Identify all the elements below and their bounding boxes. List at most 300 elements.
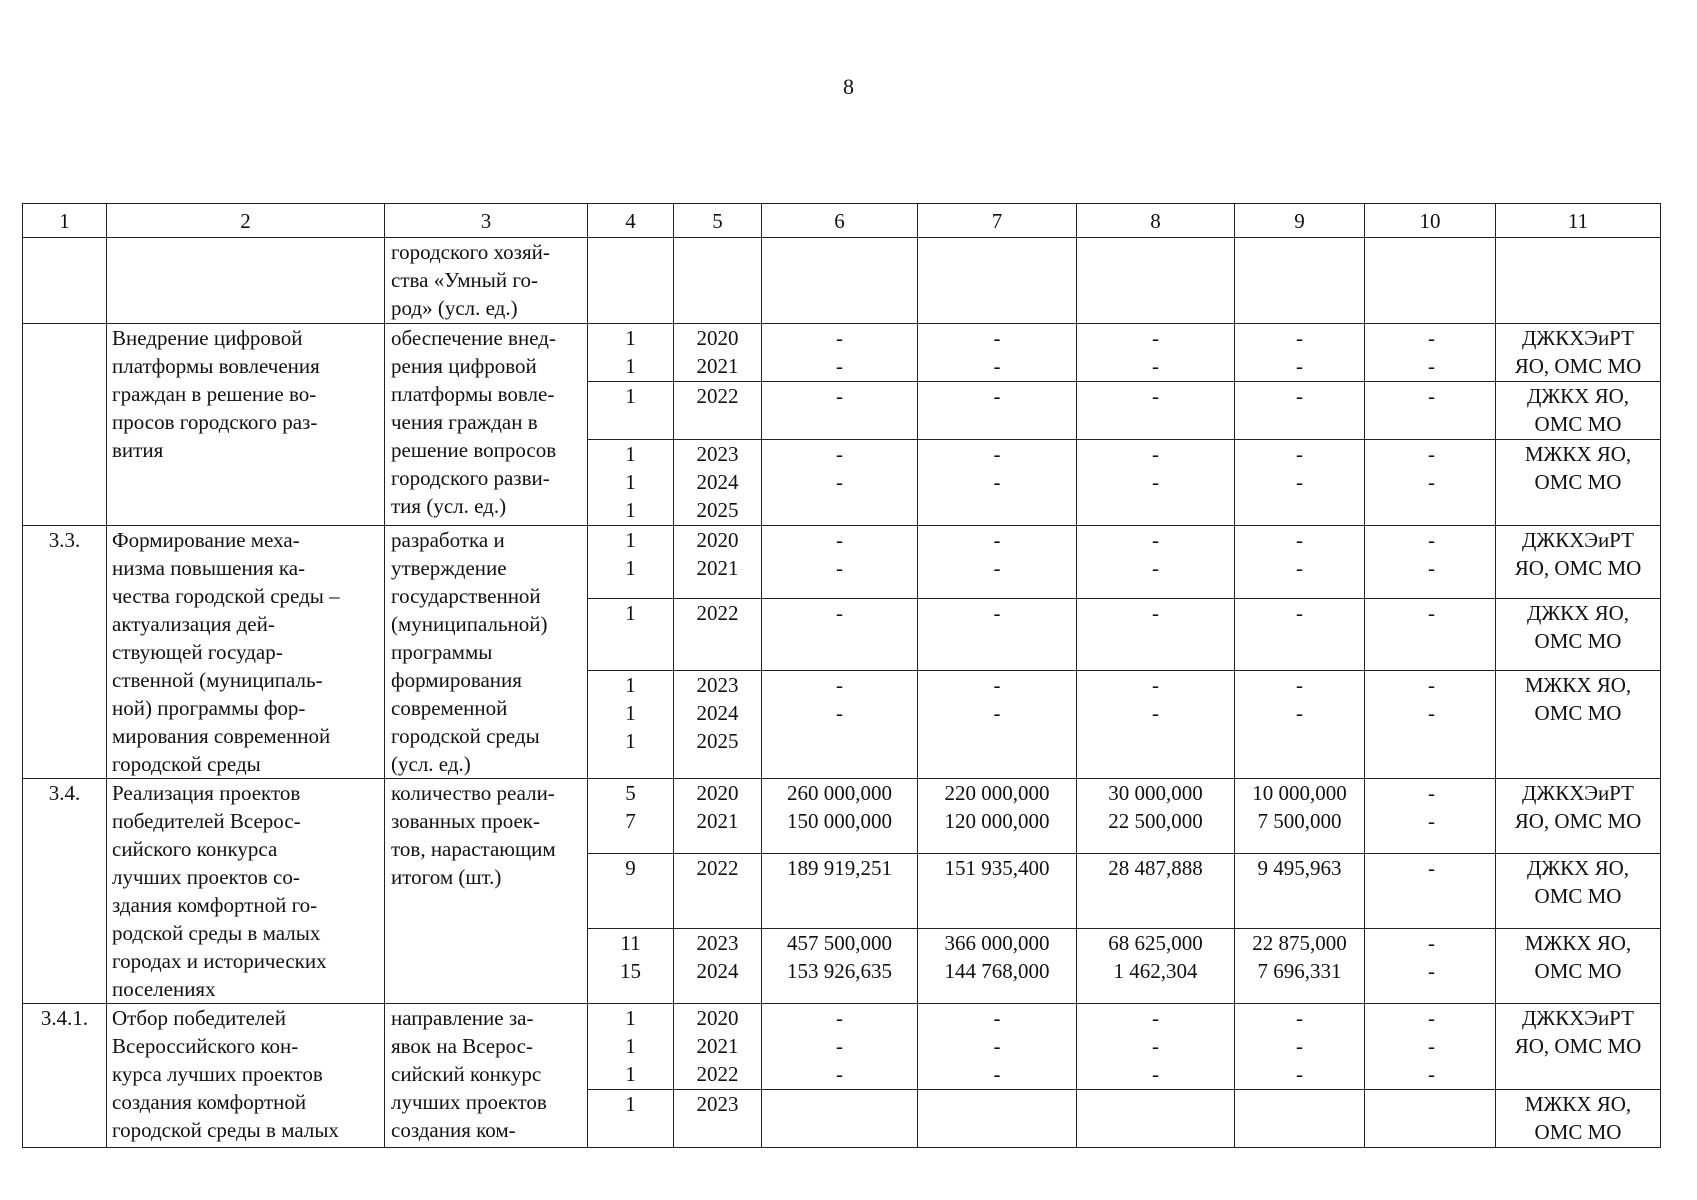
indicator-name-line: зованных проек- xyxy=(391,809,540,833)
regional-funding-line: - xyxy=(1152,528,1159,552)
indicator-value-line: 1 xyxy=(625,354,636,378)
executor xyxy=(1496,929,1661,1004)
local-funding-line: - xyxy=(1296,1034,1303,1058)
federal-funding xyxy=(918,671,1077,779)
local-funding-line: - xyxy=(1296,528,1303,552)
regional-funding-line: - xyxy=(1152,1006,1159,1030)
federal-funding-line: - xyxy=(993,470,1001,494)
federal-funding xyxy=(918,1004,1077,1090)
year xyxy=(674,779,762,854)
other-funding-line: - xyxy=(1428,600,1435,625)
indicator-value xyxy=(588,324,674,382)
indicator-value-line: 1 xyxy=(625,1034,636,1058)
total-funding-line: - xyxy=(836,701,843,726)
year-line: 2023 xyxy=(696,673,739,698)
federal-funding-line: - xyxy=(993,354,1001,378)
executor-line: ДЖКХЭиРТ xyxy=(1522,1006,1634,1030)
local-funding xyxy=(1235,324,1365,382)
local-funding-line: - xyxy=(1296,1006,1303,1030)
other-funding-line: - xyxy=(1428,781,1435,805)
federal-funding-line: 120 000,000 xyxy=(944,809,1050,833)
activity-name-line: низма повышения ка- xyxy=(112,556,306,580)
regional-funding-line: - xyxy=(1152,600,1159,625)
activity-name-line: Реализация проектов xyxy=(112,781,301,805)
other-funding-line: - xyxy=(1428,856,1435,880)
total-funding-line: - xyxy=(836,1006,843,1030)
total-funding xyxy=(762,779,918,854)
total-funding-line: - xyxy=(836,354,843,378)
empty-cell xyxy=(1496,238,1661,324)
column-header: 6 xyxy=(762,204,918,238)
regional-funding-line: - xyxy=(1152,1034,1159,1058)
local-funding xyxy=(1235,526,1365,599)
indicator-value-line: 11 xyxy=(620,931,641,955)
column-header: 5 xyxy=(674,204,762,238)
federal-funding-line: 151 935,400 xyxy=(944,856,1050,880)
indicator-value-line: 1 xyxy=(625,470,636,494)
total-funding-line: - xyxy=(836,673,843,698)
other-funding xyxy=(1365,324,1496,382)
regional-funding-line: - xyxy=(1152,701,1159,726)
item-number: 3.4.1. xyxy=(23,1004,107,1148)
executor xyxy=(1496,382,1661,440)
local-funding-line: 10 000,000 xyxy=(1252,781,1347,805)
total-funding xyxy=(762,526,918,599)
other-funding-line: - xyxy=(1428,326,1435,350)
column-header: 1 xyxy=(23,204,107,238)
executor-line: ДЖКХЭиРТ xyxy=(1522,326,1634,350)
other-funding-line: - xyxy=(1428,384,1435,408)
indicator-value xyxy=(588,1004,674,1090)
year-line: 2023 xyxy=(696,931,739,955)
empty-cell xyxy=(1365,238,1496,324)
year xyxy=(674,671,762,779)
executor-line: ЯО, ОМС МО xyxy=(1514,1034,1642,1058)
regional-funding-line: - xyxy=(1152,470,1159,494)
indicator-name-line: (усл. ед.) xyxy=(391,752,471,776)
local-funding xyxy=(1235,779,1365,854)
federal-funding xyxy=(918,854,1077,929)
total-funding xyxy=(762,324,918,382)
executor-line: ОМС МО xyxy=(1534,470,1622,494)
indicator-name-line: тов, нарастающим xyxy=(391,837,556,861)
indicator-name xyxy=(385,1004,588,1148)
executor-line: ЯО, ОМС МО xyxy=(1514,354,1642,378)
other-funding xyxy=(1365,598,1496,671)
year-line: 2025 xyxy=(696,729,739,754)
total-funding xyxy=(762,598,918,671)
column-header: 7 xyxy=(918,204,1077,238)
regional-funding-line: 22 500,000 xyxy=(1108,809,1203,833)
local-funding-line: - xyxy=(1296,600,1303,625)
year-line: 2023 xyxy=(696,442,739,466)
total-funding xyxy=(762,440,918,526)
activity-name-line: Всероссийского кон- xyxy=(112,1034,299,1058)
indicator-value-line: 1 xyxy=(625,556,636,580)
other-funding xyxy=(1365,440,1496,526)
year-line: 2022 xyxy=(696,856,739,880)
local-funding-line: 9 495,963 xyxy=(1257,856,1342,880)
executor xyxy=(1496,671,1661,779)
executor-line: МЖКХ ЯО, xyxy=(1524,1092,1632,1116)
federal-funding xyxy=(918,779,1077,854)
executor-line: МЖКХ ЯО, xyxy=(1524,931,1632,955)
other-funding-line: - xyxy=(1428,442,1435,466)
table-row xyxy=(23,1004,1661,1090)
activity-name-line: Отбор победителей xyxy=(112,1006,286,1030)
local-funding-line: - xyxy=(1296,384,1303,408)
federal-funding xyxy=(918,526,1077,599)
activity-name-line: победителей Всерос- xyxy=(112,809,301,833)
indicator-name xyxy=(385,324,588,526)
local-funding xyxy=(1235,440,1365,526)
executor-line: ОМС МО xyxy=(1534,628,1622,653)
indicator-value-line: 1 xyxy=(625,326,636,350)
table-row xyxy=(23,238,1661,324)
executor xyxy=(1496,1090,1661,1148)
executor xyxy=(1496,526,1661,599)
federal-funding-line: - xyxy=(993,556,1001,580)
local-funding-line: - xyxy=(1296,326,1303,350)
indicator-name-line: программы xyxy=(391,640,493,664)
year-line: 2020 xyxy=(696,326,739,350)
executor-line: ОМС МО xyxy=(1534,1120,1622,1144)
executor-line: ЯО, ОМС МО xyxy=(1514,809,1642,833)
empty-cell xyxy=(1235,238,1365,324)
year-line: 2021 xyxy=(696,1034,739,1058)
total-funding-line: 260 000,000 xyxy=(787,781,892,805)
total-funding-line: - xyxy=(836,384,843,408)
total-funding xyxy=(762,854,918,929)
regional-funding xyxy=(1077,1090,1235,1148)
activity-name-line: платформы вовлечения xyxy=(112,354,320,378)
local-funding-line: - xyxy=(1296,442,1303,466)
other-funding-line: - xyxy=(1428,1006,1435,1030)
empty-cell xyxy=(1077,238,1235,324)
local-funding xyxy=(1235,929,1365,1004)
indicator-value xyxy=(588,1090,674,1148)
total-funding-line: - xyxy=(836,556,843,580)
activity-name-line: актуализация дей- xyxy=(112,612,275,636)
indicator-value xyxy=(588,382,674,440)
executor-line: ЯО, ОМС МО xyxy=(1514,556,1642,580)
indicator-name-line: городского хозяй- xyxy=(391,240,550,264)
activity-name-line: граждан в решение во- xyxy=(112,382,317,406)
activity-name-line: поселениях xyxy=(112,977,216,1001)
empty-cell xyxy=(762,238,918,324)
other-funding xyxy=(1365,1090,1496,1148)
regional-funding xyxy=(1077,779,1235,854)
year-line: 2025 xyxy=(696,498,739,522)
activity-name-line: здания комфортной го- xyxy=(112,893,318,917)
year-line: 2022 xyxy=(696,600,739,625)
activity-name xyxy=(107,1004,385,1148)
indicator-name-line: обеспечение внед- xyxy=(391,326,556,350)
column-header: 2 xyxy=(107,204,385,238)
indicator-name-line: направление за- xyxy=(391,1006,534,1030)
activity-name-line: вития xyxy=(112,438,164,462)
federal-funding-line: - xyxy=(993,326,1001,350)
local-funding-line: - xyxy=(1296,701,1303,726)
other-funding xyxy=(1365,1004,1496,1090)
activity-name-line: ствующей государ- xyxy=(112,640,283,664)
indicator-value-line: 1 xyxy=(625,600,636,625)
table-row xyxy=(23,526,1661,599)
indicator-name-line: итогом (шт.) xyxy=(391,865,502,889)
total-funding-line: - xyxy=(836,600,843,625)
activity-name-line: мирования современной xyxy=(112,724,331,748)
local-funding xyxy=(1235,598,1365,671)
regional-funding-line: 30 000,000 xyxy=(1108,781,1203,805)
federal-funding-line: - xyxy=(993,673,1001,698)
activity-name-line: родской среды в малых xyxy=(112,921,321,945)
executor-line: МЖКХ ЯО, xyxy=(1524,673,1632,698)
year-line: 2024 xyxy=(696,470,739,494)
empty-cell xyxy=(674,238,762,324)
executor-line: МЖКХ ЯО, xyxy=(1524,442,1632,466)
federal-funding-line: - xyxy=(993,384,1001,408)
federal-funding xyxy=(918,382,1077,440)
year-line: 2021 xyxy=(696,809,739,833)
local-funding-line: - xyxy=(1296,673,1303,698)
federal-funding xyxy=(918,929,1077,1004)
column-header: 10 xyxy=(1365,204,1496,238)
indicator-value-line: 9 xyxy=(625,856,636,880)
other-funding xyxy=(1365,779,1496,854)
item-number xyxy=(23,324,107,526)
activity-name-line: создания комфортной xyxy=(112,1090,307,1114)
year xyxy=(674,1090,762,1148)
executor-line: ОМС МО xyxy=(1534,959,1622,983)
indicator-value-line: 1 xyxy=(625,1006,636,1030)
regional-funding xyxy=(1077,598,1235,671)
indicator-value xyxy=(588,929,674,1004)
other-funding-line: - xyxy=(1428,959,1435,983)
column-header: 4 xyxy=(588,204,674,238)
indicator-name-line: (муниципальной) xyxy=(391,612,548,636)
regional-funding-line: - xyxy=(1152,556,1159,580)
federal-funding-line: - xyxy=(993,1006,1001,1030)
other-funding xyxy=(1365,671,1496,779)
table-row xyxy=(23,779,1661,854)
indicator-value-line: 1 xyxy=(625,528,636,552)
regional-funding-line: 28 487,888 xyxy=(1108,856,1203,880)
other-funding xyxy=(1365,382,1496,440)
empty-cell xyxy=(918,238,1077,324)
year-line: 2023 xyxy=(696,1092,739,1116)
federal-funding-line: - xyxy=(993,701,1001,726)
total-funding-line: - xyxy=(836,326,843,350)
regional-funding-line: - xyxy=(1152,326,1159,350)
regional-funding xyxy=(1077,671,1235,779)
activity-name-line: лучших проектов со- xyxy=(112,865,300,889)
activity-name-line: курса лучших проектов xyxy=(112,1062,323,1086)
indicator-name-line: городской среды xyxy=(391,724,540,748)
total-funding-line: 153 926,635 xyxy=(787,959,892,983)
local-funding-line: 7 696,331 xyxy=(1257,959,1342,983)
year xyxy=(674,1004,762,1090)
total-funding-line: - xyxy=(836,1034,843,1058)
empty-cell xyxy=(588,238,674,324)
regional-funding xyxy=(1077,1004,1235,1090)
other-funding-line: - xyxy=(1428,1034,1435,1058)
activity-name-line: чества городской среды – xyxy=(112,584,340,608)
indicator-value-line: 1 xyxy=(625,384,636,408)
other-funding-line: - xyxy=(1428,556,1435,580)
local-funding xyxy=(1235,854,1365,929)
activity-name-line: городской среды xyxy=(112,752,261,776)
year-line: 2022 xyxy=(696,1062,739,1086)
other-funding xyxy=(1365,929,1496,1004)
total-funding-line: - xyxy=(836,470,843,494)
indicator-name-line: разработка и xyxy=(391,528,505,552)
indicator-value xyxy=(588,526,674,599)
other-funding-line: - xyxy=(1428,470,1435,494)
column-header: 8 xyxy=(1077,204,1235,238)
activity-name-line: просов городского раз- xyxy=(112,410,318,434)
indicator-value-line: 1 xyxy=(625,1092,636,1116)
regional-funding-line: - xyxy=(1152,1062,1159,1086)
year xyxy=(674,324,762,382)
indicator-value-line: 15 xyxy=(620,959,641,983)
executor-line: ОМС МО xyxy=(1534,884,1622,908)
federal-funding xyxy=(918,598,1077,671)
page-number: 8 xyxy=(843,74,854,99)
header-row xyxy=(23,204,1661,238)
federal-funding xyxy=(918,440,1077,526)
executor xyxy=(1496,440,1661,526)
regional-funding xyxy=(1077,854,1235,929)
regional-funding-line: - xyxy=(1152,384,1159,408)
executor-line: ДЖКХ ЯО, xyxy=(1527,856,1629,880)
indicator-value-line: 1 xyxy=(625,729,636,754)
total-funding-line: 457 500,000 xyxy=(787,931,892,955)
empty-cell xyxy=(23,238,107,324)
regional-funding xyxy=(1077,526,1235,599)
activity-name xyxy=(107,526,385,779)
indicator-value-line: 7 xyxy=(625,809,636,833)
total-funding-line: 189 919,251 xyxy=(787,856,892,880)
indicator-name-line: явок на Всерос- xyxy=(391,1034,533,1058)
year xyxy=(674,854,762,929)
year-line: 2021 xyxy=(696,556,739,580)
other-funding xyxy=(1365,854,1496,929)
year-line: 2020 xyxy=(696,528,739,552)
activity-name-line: ной) программы фор- xyxy=(112,696,306,720)
total-funding-line: - xyxy=(836,528,843,552)
other-funding-line: - xyxy=(1428,354,1435,378)
executor-line: ДЖКХЭиРТ xyxy=(1522,781,1634,805)
federal-funding-line: 144 768,000 xyxy=(944,959,1050,983)
indicator-name-line: сийский конкурс xyxy=(391,1062,542,1086)
item-number: 3.3. xyxy=(23,526,107,779)
regional-funding-line: 1 462,304 xyxy=(1113,959,1198,983)
total-funding-line: - xyxy=(836,442,843,466)
item-number: 3.4. xyxy=(23,779,107,1004)
total-funding-line: 150 000,000 xyxy=(787,809,892,833)
indicator-value xyxy=(588,779,674,854)
empty-cell xyxy=(107,238,385,324)
indicator-value xyxy=(588,854,674,929)
executor xyxy=(1496,779,1661,854)
federal-funding-line: - xyxy=(993,528,1001,552)
indicator-name-line: решение вопросов xyxy=(391,438,557,462)
column-header: 9 xyxy=(1235,204,1365,238)
executor xyxy=(1496,1004,1661,1090)
regional-funding xyxy=(1077,929,1235,1004)
year-line: 2024 xyxy=(696,701,739,726)
other-funding-line: - xyxy=(1428,931,1435,955)
other-funding xyxy=(1365,526,1496,599)
activity-name-line: городской среды в малых xyxy=(112,1118,339,1142)
column-header: 11 xyxy=(1496,204,1661,238)
other-funding-line: - xyxy=(1428,673,1435,698)
year xyxy=(674,382,762,440)
federal-funding-line: 220 000,000 xyxy=(944,781,1050,805)
other-funding-line: - xyxy=(1428,809,1435,833)
indicator-name-line: современной xyxy=(391,696,508,720)
year xyxy=(674,929,762,1004)
executor xyxy=(1496,598,1661,671)
total-funding-line: - xyxy=(836,1062,843,1086)
indicator-name xyxy=(385,779,588,1004)
regional-funding xyxy=(1077,440,1235,526)
activity-name-line: городах и исторических xyxy=(112,949,327,973)
executor xyxy=(1496,324,1661,382)
local-funding-line: - xyxy=(1296,354,1303,378)
activity-name xyxy=(107,779,385,1004)
federal-funding xyxy=(918,324,1077,382)
indicator-name-line: род» (усл. ед.) xyxy=(391,296,518,320)
executor-line: ДЖКХЭиРТ xyxy=(1522,528,1634,552)
other-funding-line: - xyxy=(1428,528,1435,552)
total-funding xyxy=(762,1004,918,1090)
year-line: 2022 xyxy=(696,384,739,408)
table-row xyxy=(23,324,1661,382)
indicator-name-line: формирования xyxy=(391,668,522,692)
local-funding-line: 22 875,000 xyxy=(1252,931,1347,955)
federal-funding-line: - xyxy=(993,442,1001,466)
indicator-name xyxy=(385,526,588,779)
indicator-name-line: количество реали- xyxy=(391,781,555,805)
executor-line: ОМС МО xyxy=(1534,701,1622,726)
local-funding-line: - xyxy=(1296,470,1303,494)
activity-name-line: Формирование меха- xyxy=(112,528,300,552)
local-funding-line: 7 500,000 xyxy=(1257,809,1342,833)
executor xyxy=(1496,854,1661,929)
indicator-value-line: 1 xyxy=(625,498,636,522)
year-line: 2024 xyxy=(696,959,739,983)
activity-name-line: Внедрение цифровой xyxy=(112,326,303,350)
regional-funding-line: - xyxy=(1152,673,1159,698)
indicator-name-line: утверждение xyxy=(391,556,507,580)
indicator-value-line: 1 xyxy=(625,673,636,698)
executor-line: ДЖКХ ЯО, xyxy=(1527,384,1629,408)
indicator-value xyxy=(588,440,674,526)
indicator-value-line: 1 xyxy=(625,442,636,466)
regional-funding xyxy=(1077,324,1235,382)
report-table xyxy=(22,203,1661,1148)
regional-funding-line: - xyxy=(1152,354,1159,378)
indicator-value-line: 1 xyxy=(625,1062,636,1086)
federal-funding-line: - xyxy=(993,1034,1001,1058)
activity-name xyxy=(107,324,385,526)
year xyxy=(674,440,762,526)
year xyxy=(674,526,762,599)
indicator-name-line: государственной xyxy=(391,584,541,608)
year-line: 2020 xyxy=(696,781,739,805)
indicator-name-line: создания ком- xyxy=(391,1118,516,1142)
